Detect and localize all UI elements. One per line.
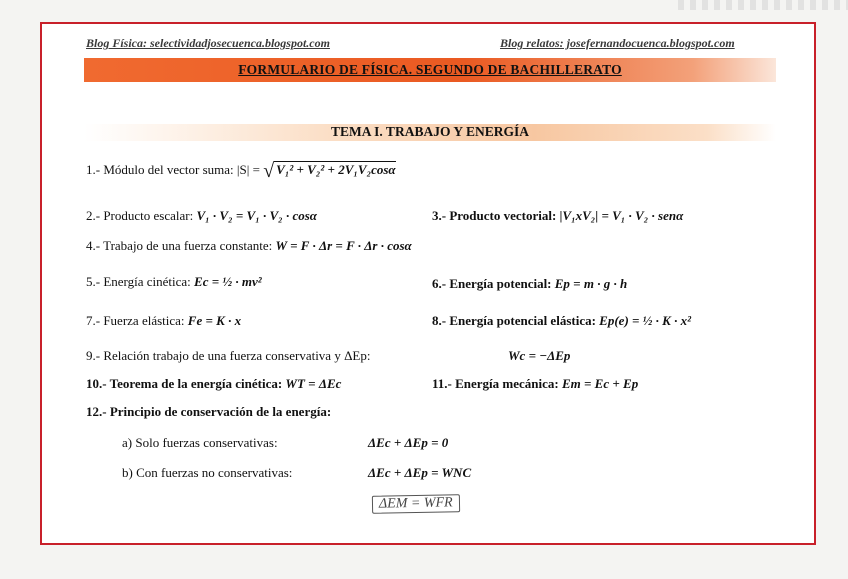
formula-1-expr: V₁² + V₂² + 2V₁V₂cosα — [276, 162, 396, 177]
formula-8-label: 8.- Energía potencial elástica: — [432, 313, 600, 328]
section-banner — [84, 124, 776, 141]
blog-link-left[interactable]: Blog Física: selectividadjosecuenca.blogspot.com — [86, 36, 330, 50]
formula-10-label: 10.- Teorema de la energía cinética: — [86, 376, 286, 391]
formula-1-label: 1.- Módulo del vector suma: |S| = — [86, 162, 264, 177]
case-b-label: b) Con fuerzas no conservativas: — [122, 465, 293, 480]
formula-10-expr: WT = ΔEc — [285, 376, 342, 391]
formula-4-expr: W = F · Δr = F · Δr · cosα — [275, 238, 412, 253]
formula-8-expr: Ep(e) = ½ · K · x² — [599, 313, 691, 328]
top-edge-dots — [678, 0, 848, 10]
sqrt-icon: √ — [263, 160, 275, 182]
formula-5-label: 5.- Energía cinética: — [86, 274, 195, 289]
formula-11-label: 11.- Energía mecánica: — [432, 376, 562, 391]
boxed-formula: ΔEM = WFR — [372, 494, 460, 514]
page-title: FORMULARIO DE FÍSICA. SEGUNDO DE BACHILLERATO — [238, 62, 622, 77]
case-b-expr: ΔEc + ΔEp = WNC — [368, 465, 472, 480]
formula-5-expr: Ec = ½ · mv² — [194, 274, 262, 289]
formula-2-label: 2.- Producto escalar: — [86, 208, 197, 223]
case-a-expr: ΔEc + ΔEp = 0 — [368, 435, 449, 450]
formula-3 — [432, 208, 683, 224]
formula-6 — [432, 276, 627, 292]
case-a-label: a) Solo fuerzas conservativas: — [122, 435, 278, 450]
formula-2-expr: V₁ · V₂ = V₁ · V₂ · cosα — [196, 208, 317, 223]
formula-sheet — [40, 22, 816, 545]
formula-12 — [86, 404, 331, 420]
formula-7-label: 7.- Fuerza elástica: — [86, 313, 188, 328]
formula-11 — [432, 376, 638, 392]
formula-6-label: 6.- Energía potencial: — [432, 276, 555, 291]
formula-8 — [432, 313, 691, 329]
formula-5 — [86, 274, 262, 290]
formula-2 — [86, 208, 317, 224]
title-banner — [84, 58, 776, 82]
formula-9 — [86, 348, 371, 364]
handwritten-box — [372, 494, 460, 513]
formula-3-label: 3.- Producto vectorial: — [432, 208, 560, 223]
formula-1 — [86, 160, 396, 183]
formula-11-expr: Em = Ec + Ep — [561, 376, 639, 391]
section-title: TEMA I. TRABAJO Y ENERGÍA — [331, 124, 529, 139]
formula-10 — [86, 376, 341, 392]
formula-4-label: 4.- Trabajo de una fuerza constante: — [86, 238, 276, 253]
case-b-expr-wrap — [368, 465, 471, 481]
formula-4 — [86, 238, 412, 254]
formula-7-expr: Fe = K · x — [187, 313, 242, 328]
blog-link-right[interactable]: Blog relatos: josefernandocuenca.blogspot.com — [500, 36, 735, 50]
formula-9-math — [508, 348, 570, 364]
case-a-expr-wrap — [368, 435, 448, 451]
formula-9-expr: Wc = −ΔEp — [508, 348, 571, 363]
formula-9-label: 9.- Relación trabajo de una fuerza conservativa y ΔEp: — [86, 348, 371, 363]
formula-6-expr: Ep = m · g · h — [554, 276, 628, 291]
formula-7 — [86, 313, 241, 329]
formula-12-label: 12.- Principio de conservación de la energía: — [86, 404, 332, 419]
formula-3-expr: |V₁xV₂| = V₁ · V₂ · senα — [559, 208, 684, 223]
